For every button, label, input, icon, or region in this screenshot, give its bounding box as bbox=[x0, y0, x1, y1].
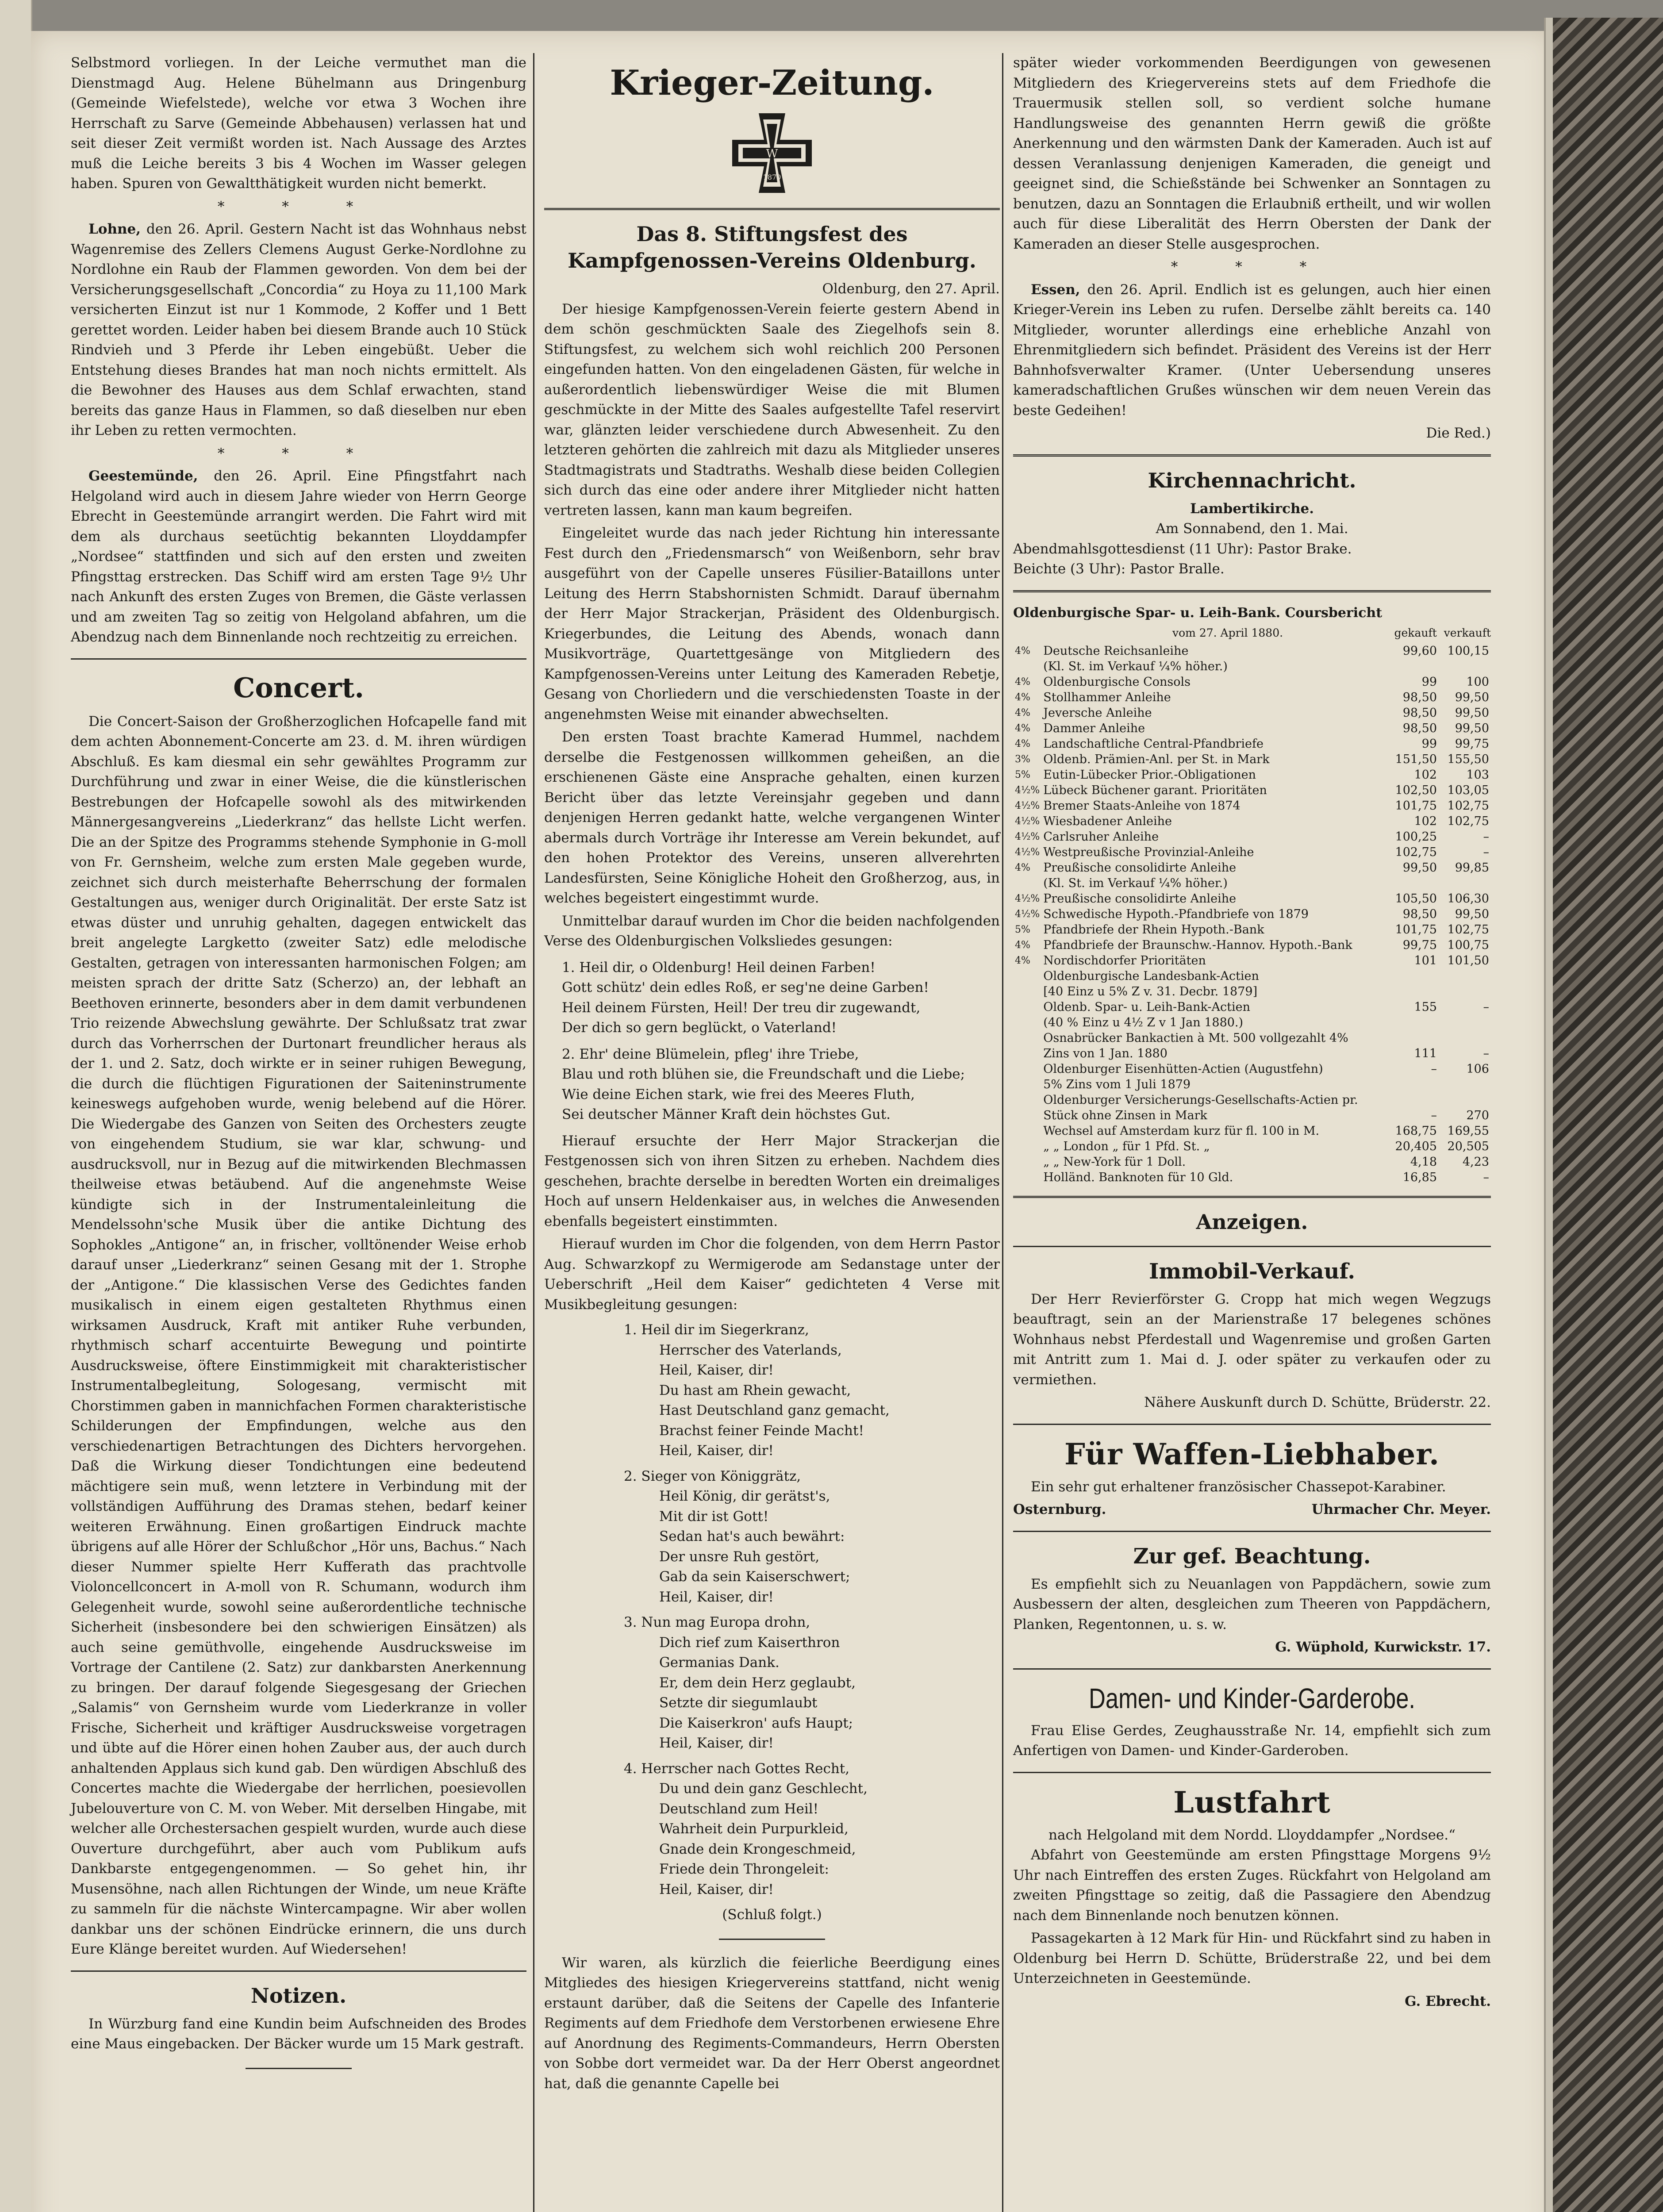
kurs-sold bbox=[1439, 968, 1491, 984]
kurs-sold: 99,85 bbox=[1455, 860, 1489, 875]
kurs-rate: 4% bbox=[1015, 862, 1030, 873]
kurs-sold: 103,05 bbox=[1447, 783, 1489, 797]
kurs-name: Carlsruher Anleihe bbox=[1043, 830, 1159, 844]
kurs-row bbox=[1013, 690, 1491, 705]
kurs-bought: 98,50 bbox=[1402, 721, 1437, 735]
concert-review: Die Concert-Saison der Großherzoglichen Hofcapelle fand mit dem achten Abonnement-Concerte am 23. d. M. ihren würdigen Abschluß. Es kam diesmal ein sehr gewähltes Programm zur Durchführung und zwar in einer Weise, die die künstlerischen Bestrebungen der Hofcapelle sowohl als des mitwirkenden Männergesangvereins „Liederkranz“ das hellste Licht werfen. Die an der Spitze des Programms stehende Symphonie in G-moll von Fr. Gernsheim, welche zum ersten Male gegeben wurde, zeichnet sich durch meisterhafte Beherrschung der formalen Gestaltungen aus, weniger durch Originalität. Der erste Satz ist etwas düster und unruhig gehalten, dagegen entwickelt das breit angelegte Largketto (zweiter Satz) edle melodische Gestalten, getragen von interessanten harmonischen Folgen; am meisten sprach der dritte Satz (Scherzo) an, der lebhaft an Beethoven erinnerte, besonders aber in dem damit verbundenen Trio reizende Abwechslung gewährte. Der Schlußsatz trat zwar durch das Vorherrschen der Durtonart freundlicher heraus als der 1. und 2. Satz, doch wirkte er in seiner ruhigen Bewegung, die durch die flüchtigen Figurationen der Saiteninstrumente keineswegs aufgehoben wurde, wenig belebend auf die Hörer. Die Wiedergabe des Ganzen von Seiten des Orchesters zeugte von eingehendem Studium, sie war klar, schwung- und ausdrucksvoll, nur in Bezug auf die mitwirkenden Blechmassen theilweise etwas betäubend. Auf die angenehmste Weise kündigte sich in der Instrumentaleinleitung die Mendelssohn'sche Musik über die antike Dichtung des Sophokles „Antigone“ an, in frischer, volltönender Weise erhob darauf unser „Liederkranz“ seinen Gesang mit der 1. Strophe der „Antigone.“ Die klassischen Verse des Gedichtes fanden musikalisch in einem eigen gestalteten Rhythmus einen wirksamen Ausdruck, Kraft mit antiker Ruhe verbunden, rhythmisch scharf accentuirte Bewegung und pointirte Ausdrucksweise, öftere Einstimmigkeit mit charakteristischer Instrumentalbegleitung, Sologesang, vermischt mit Chorstimmen gaben in mannichfachen Formen charakteristische Schilderungen der Empfindungen, welche aus den verschiedenartigen Betrachtungen des Dichters hervorgehen. Daß die Wirkung dieser Tondichtungen eine bedeutend mächtigere sein muß, wenn letztere in Verbindung mit der vollständigen Aufführung des Dramas stehen, bedarf keiner weiteren Erwähnung. Einen großartigen Eindruck machte übrigens auf alle Hörer der Schlußchor „Hör uns, Bachus.“ Nach dieser Nummer spielte Herr Kufferath das prachtvolle Violoncellconcert in A-moll von R. Schumann, wodurch ihm Gelegenheit wurde, sowohl seine außerordentliche technische Sicherheit (insbesondere bei den schwierigen Einsätzen) als auch seine gemüthvolle, eingehende Ausdrucksweise im Vortrage der Cantilene (2. Satz) zur dankbarsten Anerkennung zu bringen. Der darauf folgende Siegesgesang der Griechen „Salamis“ von Gernsheim wurde vom Liederkranze in voller Frische, Sicherheit und kräftiger Ausdrucksweise vorgetragen und übte auf die Hörer einen hohen Zauber aus, der auch durch anhaltenden Applaus sich kund gab. Den würdigen Abschluß des Concertes machte die Wiedergabe der herrlichen, poesievollen Jubelouverture von C. M. von Weber. Mit derselben Hingabe, mit welcher alle Orchestersachen gespielt wurden, wurde auch diese Ouverture durchgeführt, aber auch vom Publikum aufs Dankbarste entgegengenommen. — So gehet hin, ihr Musensöhne, nach allen Richtungen der Winde, um neue Kräfte zu sammeln für die nächste Wintercampagne. Wir aber wollen dankbar uns der schönen Eindrücke erinnern, die uns durch Eure Klänge bereitet wurden. Auf Wiedersehen! bbox=[71, 713, 526, 1957]
kurs-rate bbox=[1013, 1092, 1041, 1108]
kurs-row bbox=[1013, 1170, 1491, 1185]
kurs-bought: 20,405 bbox=[1395, 1139, 1437, 1153]
kurs-sold: 106 bbox=[1466, 1062, 1489, 1076]
section-divider bbox=[1013, 1246, 1491, 1247]
kurs-name: Wiesbadener Anleihe bbox=[1043, 814, 1172, 828]
kurs-row bbox=[1013, 783, 1491, 798]
kurs-bought bbox=[1386, 1092, 1439, 1108]
column-rule bbox=[1002, 53, 1003, 2212]
kurs-bought: – bbox=[1431, 1108, 1437, 1122]
kurs-row bbox=[1013, 860, 1491, 876]
kurs-name: „ „ New-York für 1 Doll. bbox=[1043, 1155, 1186, 1169]
kurs-row bbox=[1013, 953, 1491, 968]
kurs-rate bbox=[1013, 1030, 1041, 1046]
kurs-rate bbox=[1013, 1015, 1041, 1030]
kurs-bought bbox=[1386, 984, 1439, 999]
kurs-sold: 99,50 bbox=[1455, 706, 1489, 720]
kurs-rate bbox=[1013, 1046, 1041, 1061]
kurs-name: Preußische consolidirte Anleihe bbox=[1043, 891, 1237, 906]
ad-lustfahrt-p1: Abfahrt von Geestemünde am ersten Pfingsttage Morgens 9½ Uhr nach Eintreffen des ersten Zuges. Rückfahrt von Helgoland am zweiten Pfingsttage so zeitig, daß die Passagiere den Abendzug nach dem Binnenlande noch benutzen können. bbox=[1013, 1847, 1491, 1924]
kurs-sold: 270 bbox=[1466, 1108, 1489, 1122]
kirchen-heading: Kirchennachricht. bbox=[1148, 468, 1356, 492]
kurs-bought: 98,50 bbox=[1402, 706, 1437, 720]
kurs-rate bbox=[1013, 1061, 1041, 1077]
kurs-rate bbox=[1013, 1077, 1041, 1092]
kurs-name: Deutsche Reichsanleihe bbox=[1043, 644, 1189, 658]
kurs-subheading: vom 27. April 1880. gekauft verkauft bbox=[1172, 626, 1491, 639]
kurs-bought: 101 bbox=[1414, 953, 1437, 968]
kurs-rate: 4½% bbox=[1015, 908, 1040, 920]
kurs-name: Bremer Staats-Anleihe von 1874 bbox=[1043, 799, 1241, 813]
kurs-row bbox=[1013, 659, 1491, 674]
notizen-text: In Würzburg fand eine Kundin beim Aufschneiden des Brodes eine Maus eingebacken. Der Bäcker wurde um 15 Mark gestraft. bbox=[71, 2016, 526, 2052]
ad-lustfahrt-subtitle: nach Helgoland mit dem Nordd. Lloyddampfer „Nordsee.“ bbox=[1048, 1827, 1456, 1843]
kurs-row bbox=[1013, 752, 1491, 767]
kurs-sold: – bbox=[1483, 1000, 1489, 1014]
kurs-sold: 100,15 bbox=[1447, 644, 1489, 658]
volkslied-verse-2: 2. Ehr' deine Blümelein, pfleg' ihre Triebe, Blau und roth blühen sie, die Freundschaft und die Liebe; Wie deine Eichen stark, wie frei des Meeres Fluth, Sei deutscher Männer Kraft dein höchstes Gut. bbox=[562, 1046, 965, 1122]
kurs-bought: 105,50 bbox=[1395, 891, 1437, 906]
kurs-row bbox=[1013, 1061, 1491, 1077]
kurs-name: Pfandbriefe der Rhein Hypoth.-Bank bbox=[1043, 922, 1264, 937]
kurs-bought: 101,75 bbox=[1395, 799, 1437, 813]
kurs-row bbox=[1013, 845, 1491, 860]
kurs-name: Zins von 1 Jan. 1880 bbox=[1043, 1046, 1168, 1060]
ad-immobil-title: Immobil-Verkauf. bbox=[1148, 1259, 1356, 1284]
kurs-name: Dammer Anleihe bbox=[1043, 721, 1145, 735]
section-divider bbox=[71, 658, 526, 660]
dateline-place: Geestemünde, bbox=[88, 468, 198, 484]
ad-beachtung-title: Zur gef. Beachtung. bbox=[1133, 1544, 1371, 1569]
iron-cross-icon bbox=[728, 109, 816, 197]
kurs-bought bbox=[1386, 876, 1439, 891]
anzeigen-heading: Anzeigen. bbox=[1196, 1210, 1308, 1234]
stiftungsfest-p1: Der hiesige Kampfgenossen-Verein feierte gestern Abend in dem schön geschmückten Saale des Ziegelhofs sein 8. Stiftungsfest, zu welchem sich wohl reichlich 200 Personen eingefunden hatten. Von den eingeladenen Gästen, für welche in außerordentlich liebenswürdiger Weise die mit Blumen geschmückte in der Mitte des Saales aufgestellte Tafel reservirt war, glänzten leider verschiedene durch Abwesenheit. Zu den letzteren gehörten die zahlreich mit dazu als Mitglieder unseres Stadtmagistrats und Stadtraths. Weshalb diese beiden Collegien sich durch das eine oder andere ihrer Mitglieder nicht hatten vertreten lassen, kann man kaum begreifen. bbox=[544, 301, 1000, 518]
kurs-name: Stück ohne Zinsen in Mark bbox=[1043, 1108, 1207, 1122]
ad-beachtung-signature: G. Wüphold, Kurwickstr. 17. bbox=[1275, 1639, 1491, 1655]
ad-waffen-footer: Osternburg. Uhrmacher Chr. Meyer. bbox=[1013, 1502, 1491, 1517]
kurs-row bbox=[1013, 1139, 1491, 1154]
kurs-name: Nordischdorfer Prioritäten bbox=[1043, 953, 1206, 968]
kurs-name: Landschaftliche Central-Pfandbriefe bbox=[1043, 737, 1264, 751]
kurs-rate: 4½% bbox=[1015, 846, 1040, 858]
kurs-name: Holländ. Banknoten für 10 Gld. bbox=[1043, 1170, 1233, 1184]
kurs-sold: 99,75 bbox=[1455, 737, 1489, 751]
kurs-row bbox=[1013, 1015, 1491, 1030]
hymn-verse-1: 1. Heil dir im Siegerkranz, Herrscher des Vaterlands, Heil, Kaiser, dir! Du hast am Rhein gewacht, Hast Deutschland ganz gemacht, Brachst feiner Feinde Macht! Heil, Kaiser, dir! bbox=[624, 1322, 890, 1459]
kurs-rate: 4% bbox=[1015, 939, 1030, 951]
kurs-name: Westpreußische Provinzial-Anleihe bbox=[1043, 845, 1254, 859]
kurs-rate: 3% bbox=[1015, 753, 1030, 765]
masthead-title: Krieger-Zeitung. bbox=[610, 63, 934, 103]
kurs-name: Oldenb. Prämien-Anl. per St. in Mark bbox=[1043, 752, 1270, 766]
kurs-sold: 102,75 bbox=[1447, 922, 1489, 937]
kurs-name: (Kl. St. im Verkauf ¼% höher.) bbox=[1043, 876, 1228, 890]
article-geestemuende: Geestemünde, den 26. April. Eine Pfingstfahrt nach Helgoland wird auch in diesem Jahre wieder von Herrn George Ebrecht in Geestemünde arrangirt werden. Die Fahrt wird mit dem als durchaus seetüchtig bekannten Lloyddampfer „Nordsee“ stattfinden und sich auf den ersten und zweiten Pfingsttag erstrecken. Das Schiff wird am ersten Tage 9½ Uhr nach Ankunft des ersten Zuges von Bremen, die Gäste verlassen und am zweiten Tag so zeitig von Helgoland abfahren, um die Abendzug nach dem Binnenlande noch rechtzeitig zu erreichen. bbox=[71, 468, 526, 645]
column-left bbox=[71, 53, 526, 2082]
kurs-sold: – bbox=[1483, 1170, 1489, 1184]
kurs-name: Oldenb. Spar- u. Leih-Bank-Actien bbox=[1043, 1000, 1251, 1014]
kurs-row bbox=[1013, 984, 1491, 999]
kurs-rate: 4½% bbox=[1015, 800, 1040, 811]
kurs-row bbox=[1013, 736, 1491, 752]
kurs-row bbox=[1013, 1108, 1491, 1123]
service-line-2: Beichte (3 Uhr): Pastor Bralle. bbox=[1013, 561, 1225, 577]
section-stars: * * * bbox=[217, 445, 380, 461]
kurs-name: Pfandbriefe der Braunschw.-Hannov. Hypoth.-Bank bbox=[1043, 938, 1352, 952]
kurs-rate: 5% bbox=[1015, 924, 1030, 935]
kurs-sold bbox=[1439, 1092, 1491, 1108]
ad-lustfahrt-p2: Passagekarten à 12 Mark für Hin- und Rückfahrt sind zu haben in Oldenburg bei Herrn D. Schütte, Brüderstraße 22, und bei dem Unterzeichneten in Geestemünde. bbox=[1013, 1930, 1491, 1986]
kurs-sold: 155,50 bbox=[1447, 752, 1489, 766]
kurs-rate bbox=[1013, 876, 1041, 891]
kurs-name: (Kl. St. im Verkauf ¼% höher.) bbox=[1043, 659, 1228, 673]
kurs-row bbox=[1013, 721, 1491, 736]
kurs-name: Wechsel auf Amsterdam kurz für fl. 100 in M. bbox=[1043, 1124, 1320, 1138]
concert-heading: Concert. bbox=[233, 671, 364, 704]
column-rule bbox=[533, 53, 534, 2212]
kurs-bought: – bbox=[1431, 1062, 1437, 1076]
kurs-sold: – bbox=[1483, 845, 1489, 859]
kurs-rate bbox=[1013, 1108, 1041, 1123]
kurs-rate: 4½% bbox=[1015, 784, 1040, 796]
kurs-name: Schwedische Hypoth.-Pfandbriefe von 1879 bbox=[1043, 907, 1309, 921]
article-selbstmord: Selbstmord vorliegen. In der Leiche vermuthet man die Dienstmagd Aug. Helene Bühelmann aus Dringenburg (Gemeinde Wiefelstede), welche vor etwa 3 Wochen ihre Herrschaft zu Sarve (Gemeinde Abbehausen) verlassen hat und seit dieser Zeit vermißt worden ist. Nach Aussage des Arztes muß die Leiche bereits 3 bis 4 Wochen im Wasser gelegen haben. Spuren von Gewaltthätigkeit wurden nicht bemerkt. bbox=[71, 55, 526, 192]
kurs-sold: 106,30 bbox=[1447, 891, 1489, 906]
service-line-1: Abendmahlsgottesdienst (11 Uhr): Pastor Brake. bbox=[1013, 541, 1352, 557]
kurs-row bbox=[1013, 999, 1491, 1015]
kurs-rate bbox=[1013, 968, 1041, 984]
section-divider bbox=[1013, 590, 1491, 592]
kurs-name: (40 % Einz u 4½ Z v 1 Jan 1880.) bbox=[1043, 1015, 1244, 1029]
kurs-rate: 4% bbox=[1015, 707, 1030, 718]
section-divider bbox=[1013, 1531, 1491, 1532]
kurs-name: Eutin-Lübecker Prior.-Obligationen bbox=[1043, 768, 1256, 782]
kurs-sold: 103 bbox=[1466, 768, 1489, 782]
stiftungsfest-p4: Unmittelbar darauf wurden im Chor die beiden nachfolgenden Verse des Oldenburgischen Volksliedes gesungen: bbox=[544, 913, 1000, 949]
kurs-row bbox=[1013, 798, 1491, 814]
kurs-bought: 155 bbox=[1414, 1000, 1437, 1014]
marbled-book-cover bbox=[1553, 18, 1663, 2212]
kurs-name: Preußische consolidirte Anleihe bbox=[1043, 860, 1237, 875]
kurs-bought: 98,50 bbox=[1402, 690, 1437, 704]
kurs-name: Jeversche Anleihe bbox=[1043, 706, 1152, 720]
kurs-rate bbox=[1013, 1123, 1041, 1139]
ad-garderobe-title: Damen- und Kinder-Garderobe. bbox=[1088, 1682, 1416, 1714]
kurs-bought: 98,50 bbox=[1402, 907, 1437, 921]
kurs-heading: Oldenburgische Spar- u. Leih-Bank. Coursbericht bbox=[1013, 605, 1383, 621]
kurs-row bbox=[1013, 922, 1491, 937]
kurs-rate: 5% bbox=[1015, 769, 1030, 780]
beerdigung-continued: später wieder vorkommenden Beerdigungen von gewesenen Mitgliedern des Kriegervereins stets auf dem Friedhofe die Trauermusik stellen soll, so verdient solche humane Handlungsweise des genannten Herrn gewiß die größte Anerkennung und den wärmsten Dank der Kameraden. Auch ist auf dessen Veranlassung denjenigen Kameraden, die geneigt und geeignet sind, die Schießstände bei Schwenker an Sonntagen zu benutzen, dazu an Sonntagen die Erlaubniß ertheilt, und wir wollen auch für diese Liberalität des Herrn Obersten der Dank der Kameraden an dieser Stelle ausgesprochen. bbox=[1013, 55, 1491, 252]
kurs-name: 5% Zins vom 1 Juli 1879 bbox=[1043, 1077, 1191, 1091]
volkslied-verse-1: 1. Heil dir, o Oldenburg! Heil deinen Farben! Gott schütz' dein edles Roß, er seg'ne deine Garben! Heil deinem Fürsten, Heil! Der treu dir zugewandt, Der dich so gern beglückt, o Vaterland! bbox=[562, 959, 929, 1036]
kurs-bought: 102,50 bbox=[1395, 783, 1437, 797]
kurs-sold: 101,50 bbox=[1447, 953, 1489, 968]
kurs-row bbox=[1013, 937, 1491, 953]
kurs-name: [40 Einz u 5% Z v. 31. Decbr. 1879] bbox=[1043, 984, 1258, 998]
kurs-sold: 102,75 bbox=[1447, 814, 1489, 828]
ad-waffen-title: Für Waffen-Liebhaber. bbox=[1064, 1436, 1440, 1471]
kurs-sold: – bbox=[1483, 830, 1489, 844]
section-divider bbox=[1013, 1772, 1491, 1773]
kurs-sold bbox=[1439, 1030, 1491, 1046]
kurs-bought: 102 bbox=[1414, 814, 1437, 828]
kurs-sold: 100 bbox=[1466, 675, 1489, 689]
kurs-bought: 102 bbox=[1414, 768, 1437, 782]
kurs-name: Oldenburger Versicherungs-Gesellschafts-Actien pr. bbox=[1043, 1093, 1358, 1107]
dateline-place: Essen, bbox=[1031, 281, 1080, 298]
kurs-bought: 16,85 bbox=[1402, 1170, 1437, 1184]
kurs-name: Oldenburger Eisenhütten-Actien (Augustfehn) bbox=[1043, 1062, 1323, 1076]
kurs-table bbox=[1013, 643, 1491, 1185]
kurs-sold: – bbox=[1483, 1046, 1489, 1060]
kurs-sold: 20,505 bbox=[1447, 1139, 1489, 1153]
kurs-sold bbox=[1439, 876, 1491, 891]
kurs-row bbox=[1013, 814, 1491, 829]
kurs-rate: 4% bbox=[1015, 722, 1030, 734]
kurs-row bbox=[1013, 1123, 1491, 1139]
kurs-rate: 4½% bbox=[1015, 815, 1040, 827]
kurs-bought: 100,25 bbox=[1395, 830, 1437, 844]
section-divider bbox=[71, 1970, 526, 1972]
section-stars: * * * bbox=[217, 198, 380, 215]
ad-lustfahrt-title: Lustfahrt bbox=[1173, 1785, 1331, 1820]
section-divider bbox=[1013, 1196, 1491, 1198]
kurs-row bbox=[1013, 968, 1491, 984]
kurs-name: Osnabrücker Bankactien à Mt. 500 vollgezahlt 4% bbox=[1043, 1031, 1348, 1045]
kurs-rate bbox=[1013, 999, 1041, 1015]
kurs-sold: 99,50 bbox=[1455, 907, 1489, 921]
section-divider bbox=[544, 208, 1000, 210]
kurs-row bbox=[1013, 767, 1491, 783]
kurs-row bbox=[1013, 829, 1491, 845]
ad-immobil-signature: Nähere Auskunft durch D. Schütte, Brüderstr. 22. bbox=[1144, 1394, 1491, 1410]
kurs-rate: 4% bbox=[1015, 676, 1030, 687]
kurs-name: Oldenburgische Consols bbox=[1043, 675, 1191, 689]
kurs-bought: 102,75 bbox=[1395, 845, 1437, 859]
kurs-sold bbox=[1439, 1077, 1491, 1092]
dateline-place: Lohne, bbox=[88, 221, 141, 237]
section-stars: * * * bbox=[1171, 259, 1333, 275]
kurs-bought bbox=[1386, 1015, 1439, 1030]
kurs-row bbox=[1013, 1046, 1491, 1061]
kurs-bought: 168,75 bbox=[1395, 1124, 1437, 1138]
kurs-rate bbox=[1013, 1170, 1041, 1185]
kurs-bought: 99,75 bbox=[1402, 938, 1437, 952]
cross-year: 1870 bbox=[763, 173, 781, 181]
kurs-row bbox=[1013, 1030, 1491, 1046]
hymn-verse-2: 2. Sieger von Königgrätz, Heil König, dir gerätst's, Mit dir ist Gott! Sedan hat's auch bewährt: Der unsre Ruh gestört, Gab da sein Kaiserschwert; Heil, Kaiser, dir! bbox=[624, 1468, 850, 1605]
stiftungsfest-p2: Eingeleitet wurde das nach jeder Richtung hin interessante Fest durch den „Friedensmarsch“ von Weißenborn, sehr brav ausgeführt von der Capelle unseres Füsilier-Bataillons unter Leitung des Herrn Stabshornisten Schmidt. Darauf übernahm der Herr Major Strackerjan, Präsident des Oldenburgisch. Kriegerbundes, die Leitung des Abends, wonach dann Musikvorträge, Quartettgesänge von Mitgliedern des Kampfgenossen-Vereins unter Leitung des Kameraden Rebetje, Gesang von Chorliedern und die verschiedensten Toaste in der angenehmsten Weise mit einander abwechselten. bbox=[544, 525, 1000, 722]
kurs-bought: 151,50 bbox=[1395, 752, 1437, 766]
column-right bbox=[1013, 53, 1491, 2012]
kurs-bought: 99 bbox=[1421, 737, 1437, 751]
section-divider bbox=[1013, 1424, 1491, 1425]
kurs-name: Lübeck Büchener garant. Prioritäten bbox=[1043, 783, 1267, 797]
section-divider bbox=[1013, 454, 1491, 457]
column-middle bbox=[544, 53, 1000, 2097]
kurs-sold bbox=[1439, 659, 1491, 674]
end-rule bbox=[246, 2068, 352, 2069]
editor-signature: Die Red.) bbox=[1426, 425, 1491, 441]
kurs-sold: 100,75 bbox=[1447, 938, 1489, 952]
stiftungsfest-heading: Das 8. Stiftungsfest des Kampfgenossen-Vereins Oldenburg. bbox=[568, 222, 976, 273]
article-lohne: Lohne, den 26. April. Gestern Nacht ist das Wohnhaus nebst Wagenremise des Zellers Clemens August Gerke-Nordlohne zu Nordlohne ein Raub der Flammen geworden. Von dem bei der Versicherungsgesellschaft „Concordia“ zu Hoya zu 11,100 Mark versicherten Einzut ist nur 1 Kommode, 2 Koffer und 1 Bett gerettet worden. Leider haben bei diesem Brande auch 10 Stück Rindvieh und 3 Pferde ihr Leben eingebüßt. Ueber die Entstehung dieses Brandes hat man noch nichts ermittelt. Als die Bewohner des Hauses aus dem Schlaf erwachten, stand bereits das ganze Haus in Flammen, so daß dieselben nur eben ihr Leben zu retten vermochten. bbox=[71, 221, 526, 438]
kurs-bought: 99,50 bbox=[1402, 860, 1437, 875]
ad-immobil-text: Der Herr Revierförster G. Cropp hat mich wegen Wegzugs beauftragt, sein an der Marienstraße 17 belegenes schönes Wohnhaus nebst Pferdestall und Wagenremise und großen Garten mit Antritt zum 1. Mai d. J. oder später zu verkaufen oder zu vermiethen. bbox=[1013, 1291, 1491, 1388]
kurs-rate: 4½% bbox=[1015, 831, 1040, 842]
kurs-name: Oldenburgische Landesbank-Actien bbox=[1043, 969, 1259, 983]
dateline: Oldenburg, den 27. April. bbox=[822, 281, 1000, 297]
kurs-row bbox=[1013, 1077, 1491, 1092]
kurs-rate: 4% bbox=[1015, 645, 1030, 657]
stiftungsfest-p3: Den ersten Toast brachte Kamerad Hummel, nachdem derselbe die Festgenossen willkommen geheißen, an die erschienenen Gäste eine Ansprache gehalten, einen kurzen Bericht über das letzte Vereinsjahr gegeben und dann denjenigen Herren gedankt hatte, welche vergangenen Winter abermals durch Vorträge ihr Interesse am Verein bekundet, auf den hohen Protektor des Vereins, unseren allverehrten Landesfürsten, Seine Königliche Hoheit den Großherzog, aus, in welches begeistert eingestimmt wurde. bbox=[544, 729, 1000, 906]
ad-lustfahrt-signature: G. Ebrecht. bbox=[1405, 1993, 1491, 2009]
kurs-bought: 111 bbox=[1414, 1046, 1437, 1060]
essen-article: Essen, den 26. April. Endlich ist es gelungen, auch hier einen Krieger-Verein ins Leben zu rufen. Derselbe zählt bereits ca. 140 Mitglieder, worunter allerdings eine erhebliche Anzahl von Ehrenmitgliedern sich befindet. Präsident des Vereins ist der Herr Bahnhofsverwalter Kramer. (Unter Uebersendung unseres kameradschaftlichen Grußes wünschen wir dem neuen Verein das beste Gedeihen! bbox=[1013, 281, 1491, 419]
ad-waffen-text: Ein sehr gut erhaltener französischer Chassepot-Karabiner. bbox=[1031, 1479, 1446, 1495]
kurs-rate: 4% bbox=[1015, 738, 1030, 749]
kurs-bought bbox=[1386, 1077, 1439, 1092]
kurs-sold bbox=[1439, 984, 1491, 999]
section-divider bbox=[719, 1939, 825, 1940]
kurs-bought bbox=[1386, 1030, 1439, 1046]
kurs-bought bbox=[1386, 659, 1439, 674]
kurs-row bbox=[1013, 1154, 1491, 1170]
kurs-sold: 4,23 bbox=[1462, 1155, 1489, 1169]
kurs-bought: 99,60 bbox=[1402, 644, 1437, 658]
hymn-verse-3: 3. Nun mag Europa drohn, Dich rief zum Kaiserthron Germanias Dank. Er, dem dein Herz geglaubt, Setzte dir siegumlaubt Die Kaiserkron' aufs Haupt; Heil, Kaiser, dir! bbox=[624, 1614, 856, 1751]
kurs-rate bbox=[1013, 984, 1041, 999]
ad-garderobe-text: Frau Elise Gerdes, Zeughausstraße Nr. 14, empfiehlt sich zum Anfertigen von Damen- und Kinder-Garderoben. bbox=[1013, 1722, 1491, 1759]
hymn-verse-4: 4. Herrscher nach Gottes Recht, Du und dein ganz Geschlecht, Deutschland zum Heil! Wahrheit dein Purpurkleid, Gnade dein Krongeschmeid, Friede dein Throngeleit: Heil, Kaiser, dir! bbox=[624, 1760, 868, 1897]
stiftungsfest-p6: Hierauf wurden im Chor die folgenden, von dem Herrn Pastor Aug. Schwarzkopf zu Wermigerode am Sedanstage unter der Ueberschrift „Heil dem Kaiser“ gedichteten 4 Verse mit Musikbegleitung gesungen: bbox=[544, 1236, 1000, 1313]
kurs-sold: 99,50 bbox=[1455, 721, 1489, 735]
cross-letter: W bbox=[766, 147, 778, 161]
stiftungsfest-p5: Hierauf ersuchte der Herr Major Strackerjan die Festgenossen sich von ihren Sitzen zu erheben. Nachdem dies geschehen, brachte derselbe in beredten Worten ein dreimaliges Hoch auf unsern Heldenkaiser aus, in welches die Anwesenden ebenfalls begeistert einstimmten. bbox=[544, 1133, 1000, 1229]
kurs-rate: 4% bbox=[1015, 955, 1030, 966]
kurs-row bbox=[1013, 906, 1491, 922]
kurs-bought: 99 bbox=[1421, 675, 1437, 689]
kurs-rate: 4½% bbox=[1015, 893, 1040, 904]
kurs-row bbox=[1013, 674, 1491, 690]
kurs-row bbox=[1013, 643, 1491, 659]
kurs-bought bbox=[1386, 968, 1439, 984]
continued-note: (Schluß folgt.) bbox=[722, 1907, 822, 1923]
kurs-sold: 169,55 bbox=[1447, 1124, 1489, 1138]
notizen-heading: Notizen. bbox=[250, 1983, 347, 2008]
beerdigung-article: Wir waren, als kürzlich die feierliche Beerdigung eines Mitgliedes des hiesigen Kriegervereins stattfand, nicht wenig erstaunt darüber, daß die Seitens der Capelle des Infanterie Regiments auf dem Friedhofe dem Verstorbenen erwiesene Ehre auf Anordnung des Regiments-Commandeurs, Herrn Obersten von Sobbe dort vermeidet war. Da der Herr Oberst angeordnet hat, daß die genannte Capelle bei bbox=[544, 1955, 1000, 2092]
kurs-sold: 99,50 bbox=[1455, 690, 1489, 704]
kurs-rate bbox=[1013, 659, 1041, 674]
kurs-name: „ „ London „ für 1 Pfd. St. „ bbox=[1043, 1139, 1210, 1153]
adjacent-page-edge bbox=[0, 0, 32, 2212]
kurs-rate bbox=[1013, 1139, 1041, 1154]
section-divider bbox=[1013, 1668, 1491, 1670]
kurs-sold: 102,75 bbox=[1447, 799, 1489, 813]
kurs-bought: 4,18 bbox=[1410, 1155, 1437, 1169]
kurs-row bbox=[1013, 1092, 1491, 1108]
kurs-row bbox=[1013, 876, 1491, 891]
kurs-bought: 101,75 bbox=[1395, 922, 1437, 937]
kurs-rate: 4% bbox=[1015, 691, 1030, 703]
kurs-row bbox=[1013, 705, 1491, 721]
ad-beachtung-text: Es empfiehlt sich zu Neuanlagen von Pappdächern, sowie zum Ausbessern der alten, desgleichen zum Theeren von Pappdächern, Planken, Regentonnen, u. s. w. bbox=[1013, 1576, 1491, 1632]
kurs-row bbox=[1013, 891, 1491, 906]
kurs-sold bbox=[1439, 1015, 1491, 1030]
kurs-name: Stollhammer Anleihe bbox=[1043, 690, 1171, 704]
church-name: Lambertikirche. bbox=[1190, 500, 1314, 517]
service-date: Am Sonnabend, den 1. Mai. bbox=[1156, 521, 1348, 537]
kurs-rate bbox=[1013, 1154, 1041, 1170]
